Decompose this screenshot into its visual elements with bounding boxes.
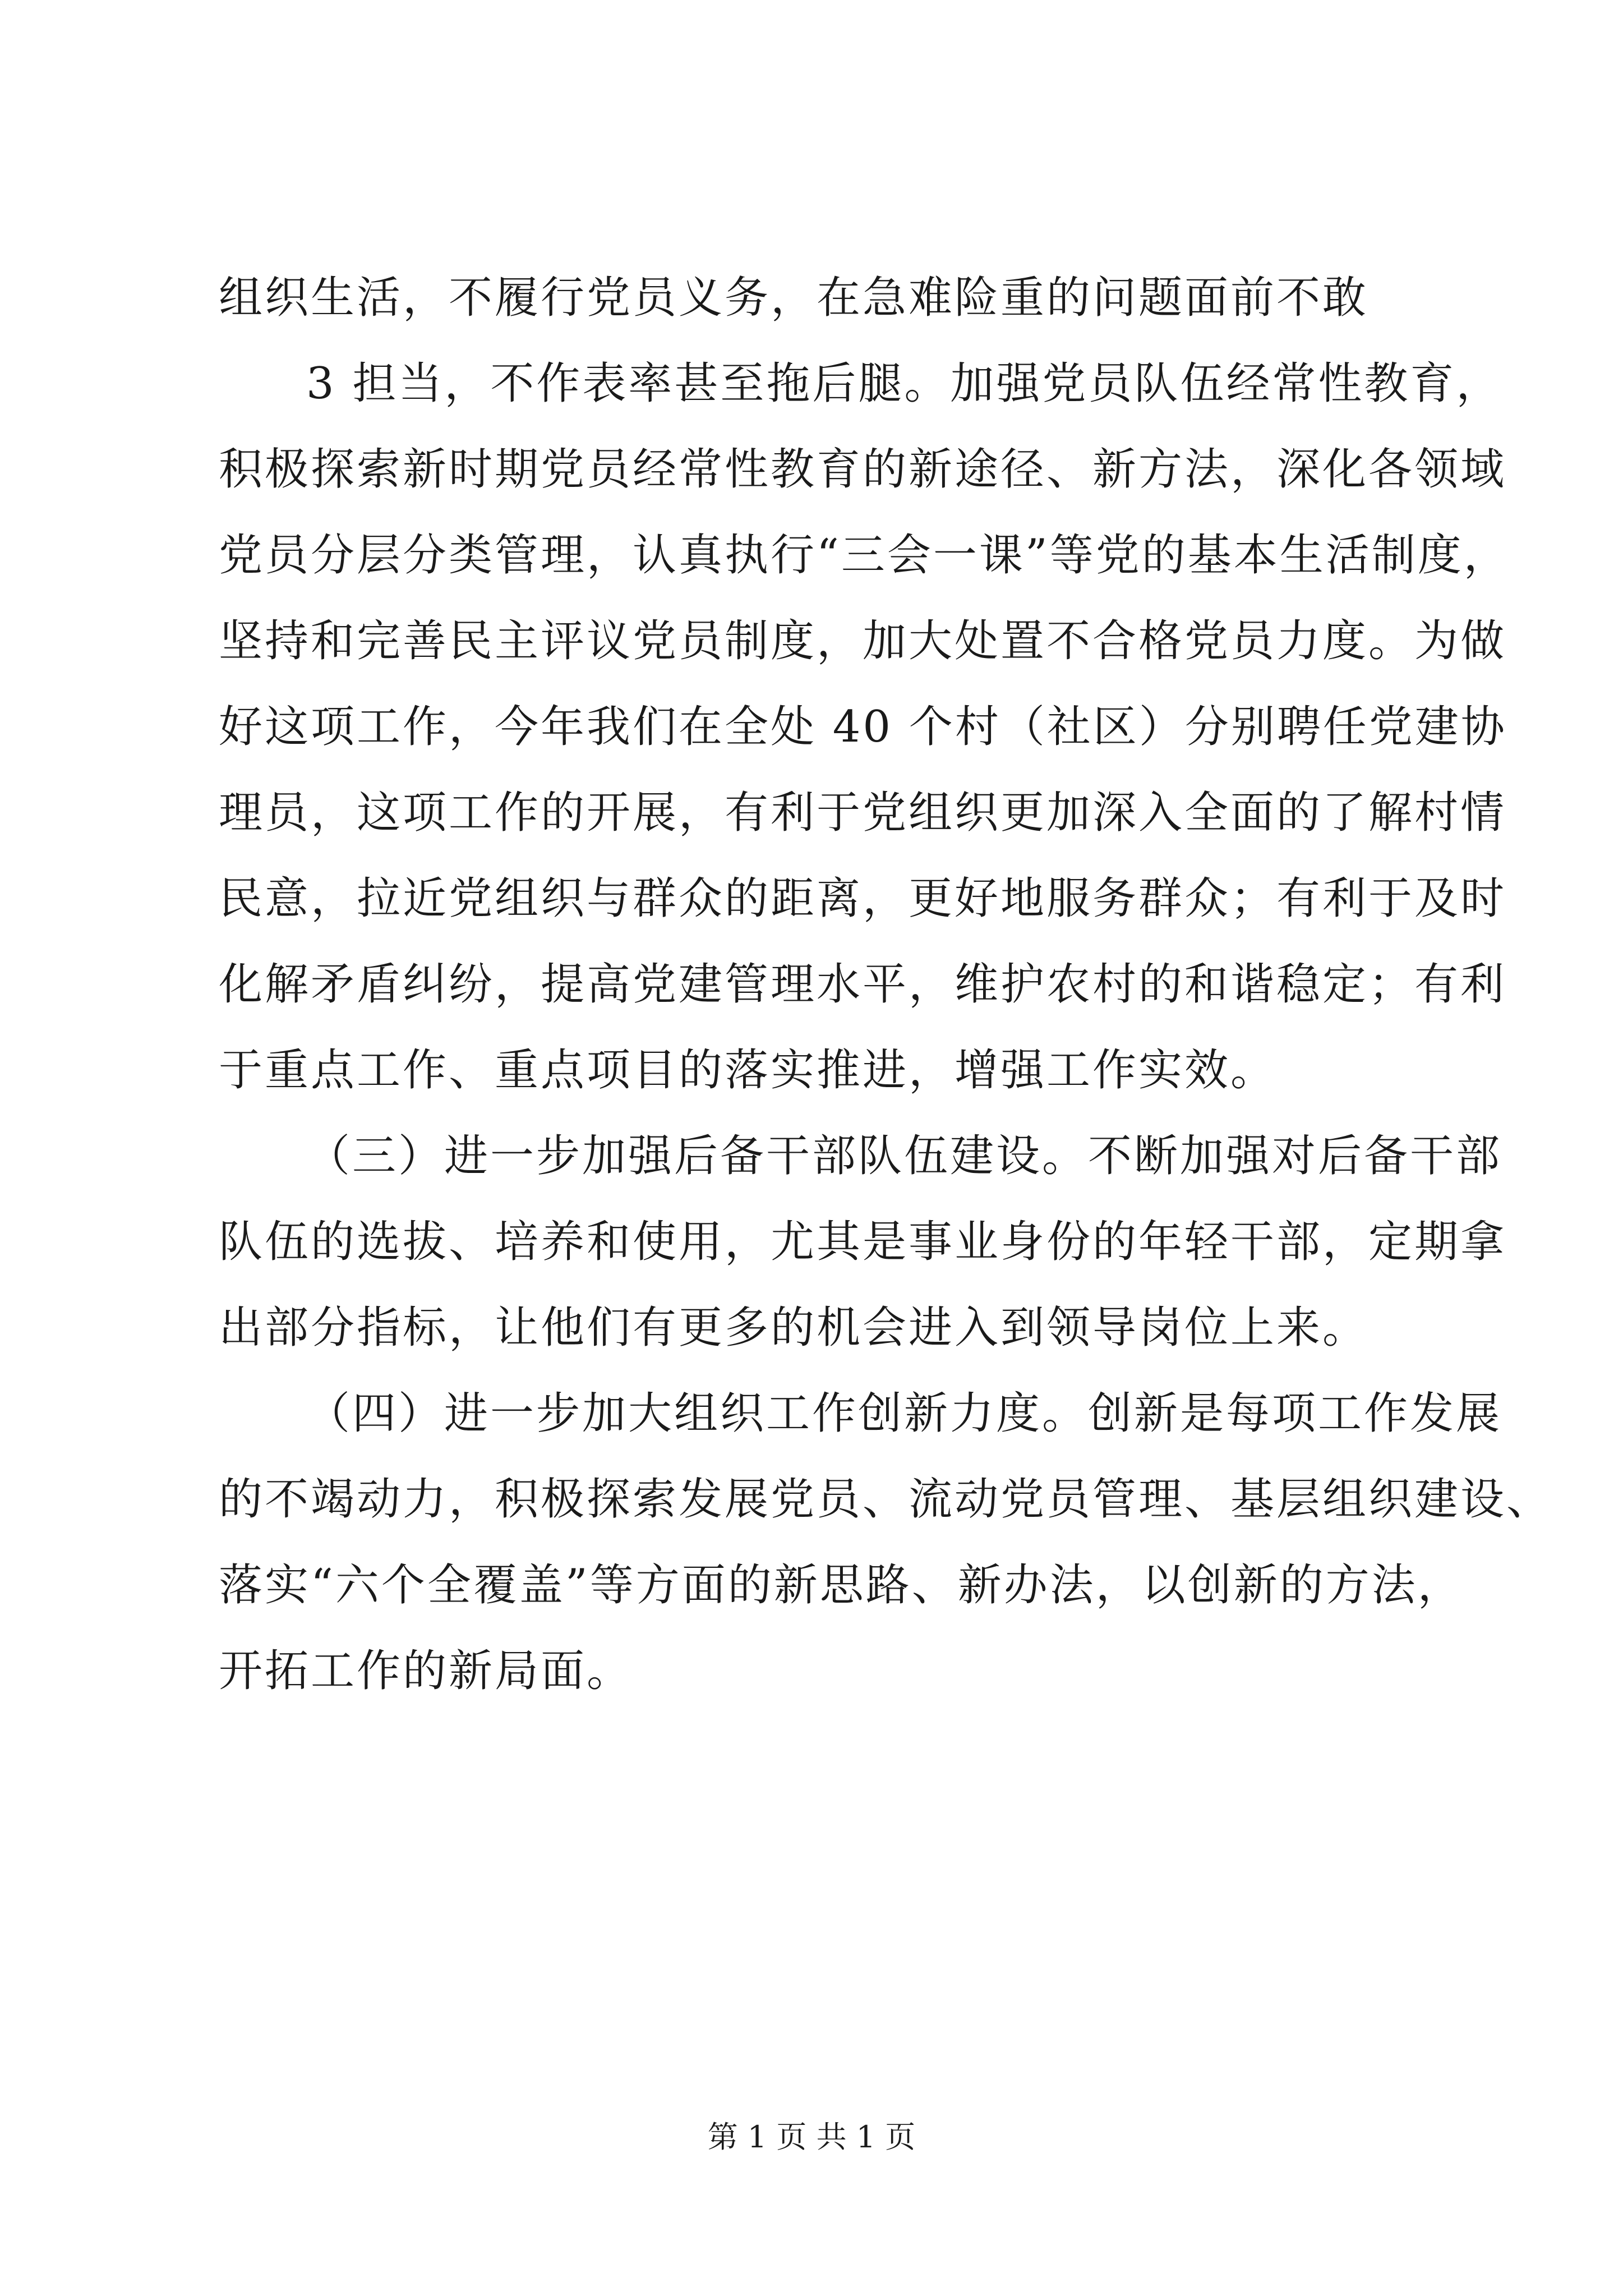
body-line-2: 3 担当，不作表率甚至拖后腿。加强党员队伍经常性教育， [306,358,1502,409]
body-line-15: 的不竭动力，积极探索发展党员、流动党员管理、基层组织建设、 [219,1474,1553,1525]
body-line-1: 组织生活，不履行党员义务，在急难险重的问题面前不敢 [219,273,1369,323]
page-number-label: 第 1 页 共 1 页 [707,2119,916,2155]
body-line-17: 开拓工作的新局面。 [219,1646,633,1696]
body-line-3: 积极探索新时期党员经常性教育的新途径、新方法，深化各领域 [219,444,1507,495]
body-line-12: 队伍的选拔、培养和使用，尤其是事业身份的年轻干部，定期拿 [219,1217,1507,1267]
body-line-11: （三）进一步加强后备干部队伍建设。不断加强对后备干部 [306,1131,1502,1181]
body-line-9: 化解矛盾纠纷，提高党建管理水平，维护农村的和谐稳定；有利 [219,959,1507,1010]
body-line-8: 民意，拉近党组织与群众的距离，更好地服务群众；有利于及时 [219,873,1507,924]
body-line-10: 于重点工作、重点项目的落实推进，增强工作实效。 [219,1045,1277,1096]
body-line-13: 出部分指标，让他们有更多的机会进入到领导岗位上来。 [219,1303,1369,1353]
body-line-6: 好这项工作，今年我们在全处 40 个村（社区）分别聘任党建协 [219,702,1507,752]
body-line-5: 坚持和完善民主评议党员制度，加大处置不合格党员力度。为做 [219,616,1507,666]
document-body [219,255,1553,1714]
body-line-16: 落实“六个全覆盖”等方面的新思路、新办法，以创新的方法， [219,1560,1464,1611]
body-line-7: 理员，这项工作的开展，有利于党组织更加深入全面的了解村情 [219,788,1507,838]
body-line-14: （四）进一步加大组织工作创新力度。创新是每项工作发展 [306,1388,1502,1439]
page-footer [0,2118,1623,2157]
body-line-4: 党员分层分类管理，认真执行“三会一课”等党的基本生活制度， [219,530,1510,581]
